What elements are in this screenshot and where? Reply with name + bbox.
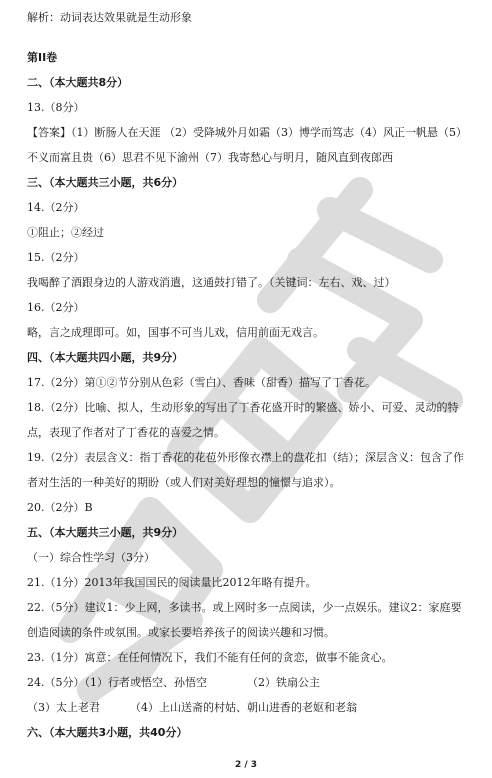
subsection-comprehensive: （一）综合性学习（3分）: [27, 551, 155, 564]
q19-line2: 者对生活的一种美好的期盼（或人们对美好理想的憧憬与追求）。: [27, 476, 341, 489]
section-2-heading: 二、（本大题共8分）: [27, 76, 129, 89]
q22-line2: 创造阅读的条件或氛围。或家长要培养孩子的阅读兴趣和习惯。: [27, 626, 335, 639]
q16-head: 16.（2分）: [27, 301, 85, 314]
q24-line2: [27, 700, 475, 716]
q14-head: 14.（2分）: [27, 201, 85, 214]
q21-text: 21.（1分）2013年我国国民的阅读量比2012年略有提升。: [27, 576, 317, 589]
section-4-heading: 四、（本大题共四小题，共9分）: [27, 351, 184, 364]
q14-body: ①阻止；②经过: [27, 226, 104, 239]
q23-text: 23.（1分）寓意：在任何情况下，我们不能有任何的贪恋，做事不能贪心。: [27, 651, 393, 664]
intro-text: 解析：动词表达效果就是生动形象: [27, 11, 192, 24]
q13-head: 13.（8分）: [27, 101, 85, 114]
q24-line1: [27, 675, 475, 691]
q22-line1: 22.（5分）建议1：少上网，多读书。或上网时多一点阅读，少一点娱乐。建议2：家庭要: [27, 601, 462, 614]
q16-body: 略，言之成理即可。如，国事不可当儿戏，信用前面无戏言。: [27, 326, 324, 339]
page-number: 2 / 3: [234, 760, 258, 770]
q13-answer-line2: 不义而富且贵（6）思君不见下渝州（7）我寄愁心与明月，随风直到夜郎西: [27, 151, 393, 164]
answer-content: [27, 10, 475, 741]
q19-line1: 19.（2分）表层含义：指丁香花的花苞外形像衣襟上的盘花扣（结）；深层含义：包含了作: [27, 451, 464, 464]
q24-part2: （2）铁扇公主: [247, 676, 320, 689]
q17-text: 17.（2分）第①②节分别从色彩（雪白）、香味（甜香）描写了丁香花。: [27, 376, 376, 389]
q13-answer-line1: 【答案】（1）断肠人在天涯 （2）受降城外月如霜（3）博学而笃志（4）风正一帆悬（5）: [27, 126, 467, 139]
q24-part4: （4）上山送斋的村姑、朝山进香的老妪和老翁: [130, 701, 357, 714]
q18-line2: 点，表现了作者对了丁香花的喜爱之情。: [27, 426, 225, 439]
section-3-heading: 三、（本大题共三小题，共6分）: [27, 176, 184, 189]
q15-head: 15.（2分）: [27, 251, 85, 264]
section-6-heading: 六、（本大题共3小题，共40分）: [27, 726, 188, 739]
answer-label: 【答案】: [27, 126, 71, 139]
q18-line1: 18.（2分）比喻、拟人，生动形象的写出了丁香花盛开时的繁盛、娇小、可爱、灵动的特: [27, 401, 459, 414]
q20-text: 20.（2分）B: [27, 501, 93, 514]
q24-part3: （3）太上老君: [27, 701, 100, 714]
q15-body: 我喝醉了酒跟身边的人游戏消遣，这通鼓打错了。（关键词：左右、戏、过）: [27, 276, 396, 289]
q24-head: 24.（5分）（1）行者或悟空、孙悟空: [27, 676, 207, 689]
section-5-heading: 五、（本大题共三小题，共9分）: [27, 526, 184, 539]
part-title: 第II卷: [27, 51, 58, 64]
